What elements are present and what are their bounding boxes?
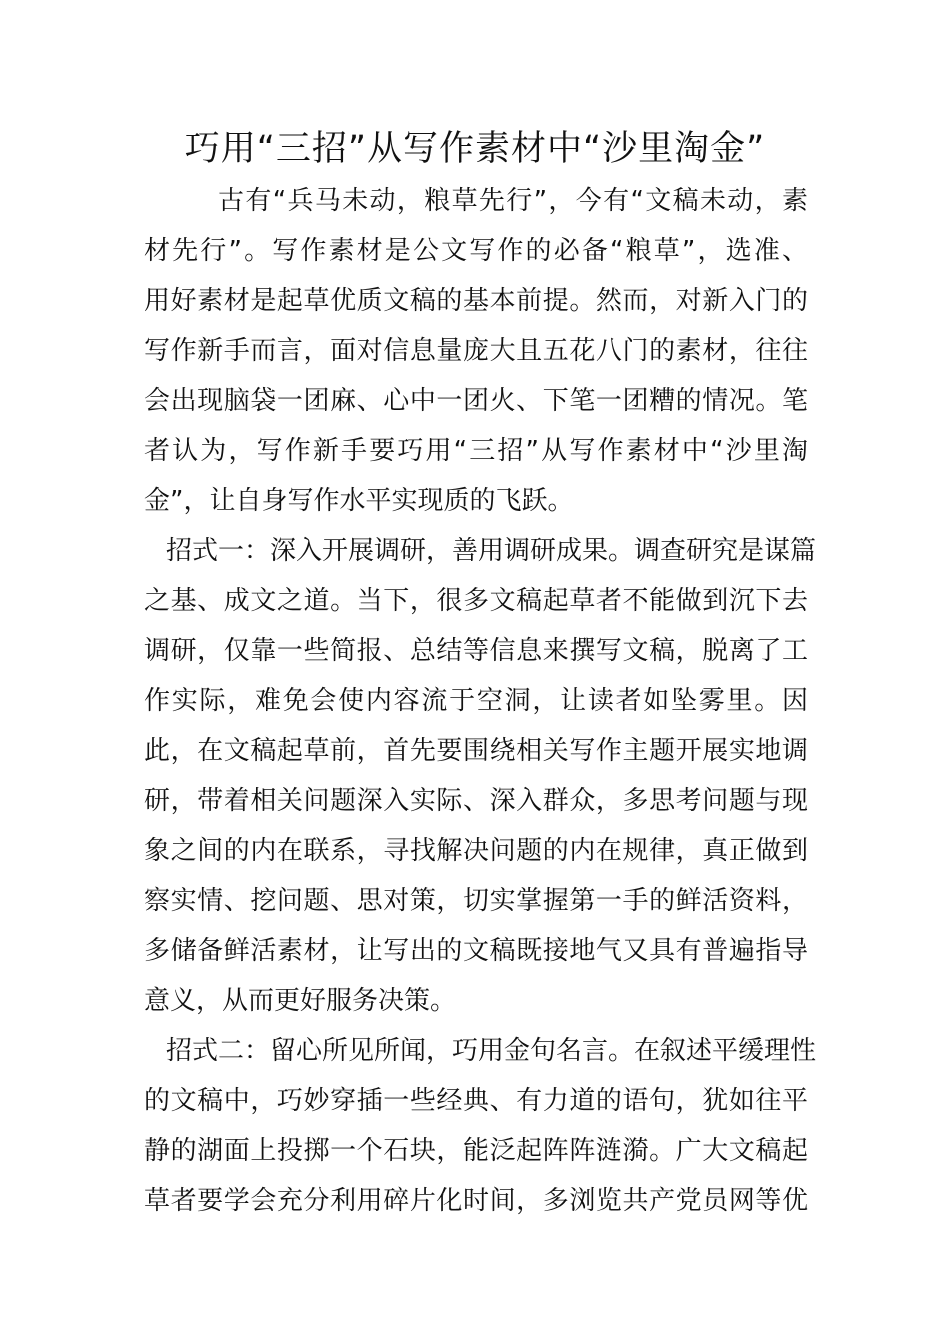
- text-line: 古有“兵马未动，粮草先行”，今有“文稿未动，素: [218, 186, 808, 216]
- text-line: 象之间的内在联系，寻找解决问题的内在规律，真正做到: [144, 836, 808, 866]
- text-line: 写作新手而言，面对信息量庞大且五花八门的素材，往往: [144, 336, 808, 366]
- text-line: 金”，让自身写作水平实现质的飞跃。: [144, 486, 574, 516]
- document-body: [144, 176, 817, 1226]
- text-line: 草者要学会充分利用碎片化时间，多浏览共产党员网等优: [144, 1186, 808, 1216]
- text-line: 会出现脑袋一团麻、心中一团火、下笔一团糟的情况。笔: [144, 386, 808, 416]
- text-line: 此，在文稿起草前，首先要围绕相关写作主题开展实地调: [144, 736, 808, 766]
- text-line: 调研，仅靠一些简报、总结等信息来撰写文稿，脱离了工: [144, 636, 808, 666]
- document-title: 巧用“三招”从写作素材中“沙里淘金”: [184, 129, 766, 169]
- text-line: 之基、成文之道。当下，很多文稿起草者不能做到沉下去: [144, 586, 808, 616]
- text-line: 作实际，难免会使内容流于空洞，让读者如坠雾里。因: [144, 686, 808, 716]
- text-line: 招式二：留心所见所闻，巧用金句名言。在叙述平缓理性: [166, 1036, 817, 1066]
- text-line: 招式一：深入开展调研，善用调研成果。调查研究是谋篇: [166, 536, 817, 566]
- text-line: 静的湖面上投掷一个石块，能泛起阵阵涟漪。广大文稿起: [144, 1136, 808, 1166]
- text-line: 用好素材是起草优质文稿的基本前提。然而，对新入门的: [144, 286, 808, 316]
- text-line: 意义，从而更好服务决策。: [144, 986, 457, 1016]
- paragraph-zhao-1: [144, 526, 817, 1026]
- paragraph-zhao-2: [144, 1026, 817, 1226]
- text-line: 多储备鲜活素材，让写出的文稿既接地气又具有普遍指导: [144, 936, 808, 966]
- paragraph-intro: [144, 176, 808, 526]
- text-line: 的文稿中，巧妙穿插一些经典、有力道的语句，犹如往平: [144, 1086, 808, 1116]
- text-line: 者认为，写作新手要巧用“三招”从写作素材中“沙里淘: [144, 436, 808, 466]
- text-line: 研，带着相关问题深入实际、深入群众，多思考问题与现: [144, 786, 808, 816]
- text-line: 材先行”。写作素材是公文写作的必备“粮草”，选准、: [144, 236, 808, 266]
- text-line: 察实情、挖问题、思对策，切实掌握第一手的鲜活资料，: [144, 886, 808, 916]
